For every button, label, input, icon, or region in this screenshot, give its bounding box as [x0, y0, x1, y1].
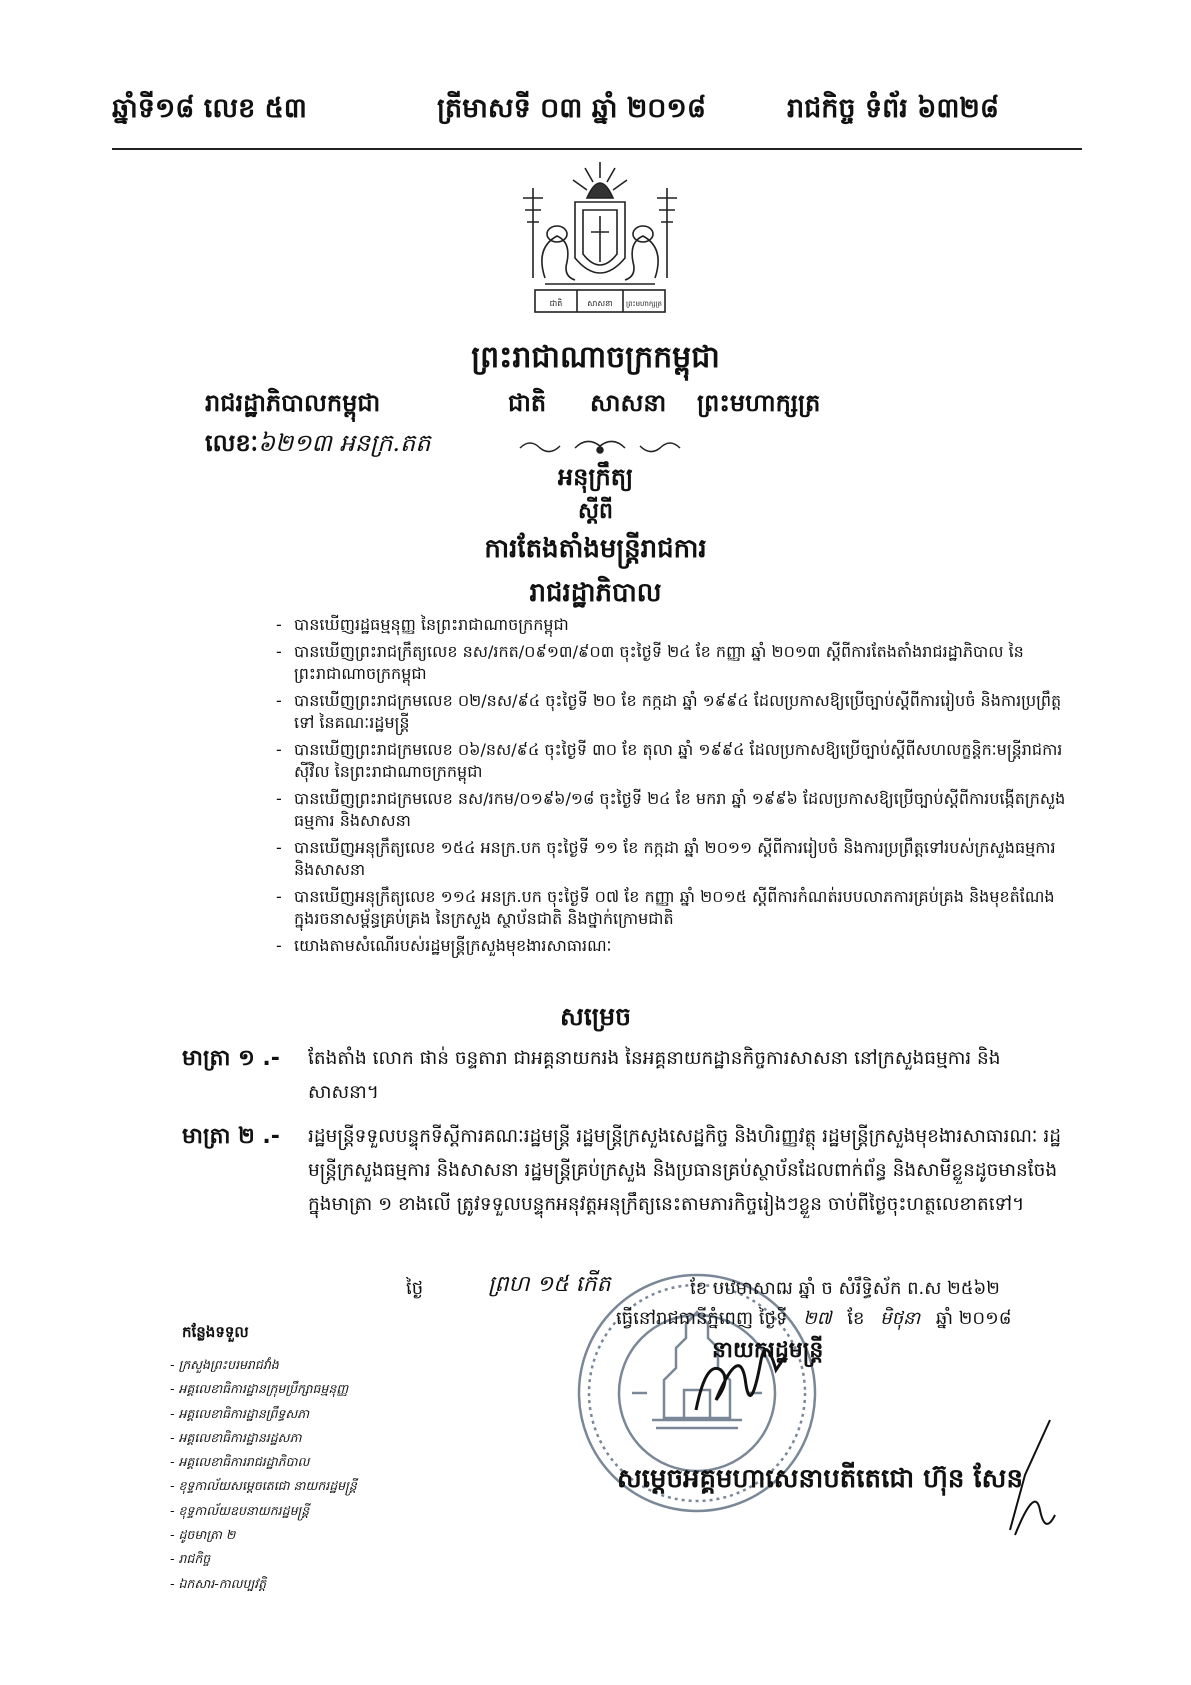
emblem-ribbon-center: សាសនា: [587, 299, 613, 308]
recipients-heading: កន្លែងទទួល: [182, 1323, 249, 1341]
reference-prefix: លេខៈ: [205, 429, 259, 457]
reference-value: ៦២១៣ អនក្រ.តត: [258, 429, 431, 457]
article-1-label: មាត្រា ១ .-: [182, 1046, 280, 1071]
royal-arms-emblem: [505, 158, 695, 318]
kingdom-title: ព្រះរាជាណាចក្រកម្ពុជា: [471, 340, 720, 375]
header-divider: [112, 148, 1082, 150]
recipient-item: - រាជកិច្ច: [170, 1547, 357, 1571]
article-2: [182, 1120, 1062, 1222]
recipient-item: - ឯកសារ-កាលប្បវត្តិ: [170, 1572, 357, 1596]
document-subject: ការតែងតាំងមន្ត្រីរាជការ: [484, 534, 707, 564]
emblem-ribbon-right: ព្រះមហាក្សត្រ: [626, 300, 662, 308]
recipient-item: - អគ្គលេខាធិការដ្ឋានរដ្ឋសភា: [170, 1426, 357, 1450]
consideration-item: - យោងតាមសំណើរបស់រដ្ឋមន្ត្រីក្រសួងមុខងារសាធារណៈ: [270, 935, 1070, 957]
considerations-list: [270, 614, 1070, 962]
document-about: ស្តីពី: [578, 499, 613, 524]
motto-nation: ជាតិ: [508, 389, 547, 417]
lunar-date-day-label: ថ្ងៃ: [406, 1278, 424, 1299]
emblem-ribbon-left: ជាតិ: [549, 299, 563, 308]
recipient-item: - ដូចមាត្រា ២: [170, 1523, 357, 1547]
solar-date-day: ២៧: [803, 1308, 832, 1329]
recipient-item: - ក្រសួងព្រះបរមរាជវាំង: [170, 1353, 357, 1377]
signer-title: នាយករដ្ឋមន្ត្រី: [712, 1338, 824, 1363]
recipient-item: - អគ្គលេខាធិការដ្ឋានព្រឹទ្ធសភា: [170, 1402, 357, 1426]
handwritten-signature: [686, 1330, 796, 1420]
lunar-date-handwritten: ព្រហ ១៥ កើត: [488, 1272, 611, 1297]
consideration-item: - បានឃើញរដ្ឋធម្មនុញ្ញ នៃព្រះរាជាណាចក្រកម្ពុជា: [270, 614, 1070, 636]
document-type: អនុក្រឹត្យ: [557, 463, 634, 491]
solar-date-prefix: ធ្វើនៅរាជធានីភ្នំពេញ ថ្ងៃទី: [616, 1308, 788, 1329]
recipients-list: [170, 1353, 357, 1596]
recipient-item: - អគ្គលេខាធិការរាជរដ្ឋាភិបាល: [170, 1450, 357, 1474]
recipient-item: - ខុទ្ទកាល័យសម្តេចតេជោ នាយករដ្ឋមន្ត្រី: [170, 1474, 357, 1498]
solar-date: [616, 1306, 1011, 1333]
motto-religion: សាសនា: [590, 389, 667, 417]
solar-date-year: ឆ្នាំ ២០១៨: [935, 1308, 1012, 1329]
consideration-item: - បានឃើញព្រះរាជក្រមលេខ នស/រកម/០១៩៦/១៨ ចុះថ្ងៃទី ២៤ ខែ មករា ឆ្នាំ ១៩៩៦ ដែលប្រកាសឱ្យប្រើច្បាប់ស្តីពីការបង្កើតក្រសួងធម្មការ និងសាសនា: [270, 788, 1070, 832]
gazette-quarter: ត្រីមាសទី ០៣ ឆ្នាំ ២០១៨: [437, 93, 706, 124]
consideration-item: - បានឃើញព្រះរាជក្រមលេខ ០៦/នស/៩៤ ចុះថ្ងៃទី ៣០ ខែ តុលា ឆ្នាំ ១៩៩៤ ដែលប្រកាសឱ្យប្រើច្បាប់ស្តីពីសហលក្ខន្តិកៈមន្ត្រីរាជការស៊ីវិល នៃព្រះរាជាណាចក្រកម្ពុជា: [270, 739, 1070, 783]
motto-king: ព្រះមហាក្សត្រ: [697, 389, 821, 417]
gazette-year-issue: ឆ្នាំទី១៨ លេខ ៥៣: [112, 93, 307, 124]
signer-name: សម្តេចអគ្គមហាសេនាបតីតេជោ ហ៊ុន សែន: [617, 1464, 1023, 1494]
lunar-date-text: ខែ បឋមាសាឍ ឆ្នាំ ច សំរឹទ្ធិស័ក ព.ស ២៥៦២: [690, 1278, 1000, 1299]
recipient-item: - អគ្គលេខាធិការដ្ឋានក្រុមប្រឹក្សាធម្មនុញ្ញ: [170, 1377, 357, 1401]
title-ornament: [515, 436, 685, 456]
article-2-label: មាត្រា ២ .-: [182, 1124, 280, 1149]
authority-heading: រាជរដ្ឋាភិបាល: [529, 578, 662, 608]
consideration-item: - បានឃើញព្រះរាជក្រមលេខ ០២/នស/៩៤ ចុះថ្ងៃទី ២០ ខែ កក្កដា ឆ្នាំ ១៩៩៤ ដែលប្រកាសឱ្យប្រើច្បាប់ស្តីពីការរៀបចំ និងការប្រព្រឹត្តទៅ នៃគណៈរដ្ឋមន្ត្រី: [270, 690, 1070, 734]
consideration-item: - បានឃើញអនុក្រឹត្យលេខ ១១៤ អនក្រ.បក ចុះថ្ងៃទី ០៧ ខែ កញ្ញា ឆ្នាំ ២០១៥ ស្តីពីការកំណត់របបលាភការគ្រប់គ្រង និងមុខតំណែងក្នុងរចនាសម្ព័ន្ធគ្រប់គ្រង នៃក្រសួង ស្ថាប័នជាតិ និងថ្នាក់ក្រោមជាតិ: [270, 886, 1070, 930]
reference-number: [205, 428, 430, 463]
article-1-text: តែងតាំង លោក ផាន់ ចន្ទតារា ជាអគ្គនាយករង នៃអគ្គនាយកដ្ឋានកិច្ចការសាសនា នៅក្រសួងធម្មការ និងសាសនា។: [308, 1048, 1001, 1103]
article-1: [182, 1042, 1062, 1110]
consideration-item: - បានឃើញអនុក្រឹត្យលេខ ១៥៤ អនក្រ.បក ចុះថ្ងៃទី ១១ ខែ កក្កដា ឆ្នាំ ២០១១ ស្តីពីការរៀបចំ និងការប្រព្រឹត្តទៅរបស់ក្រសួងធម្មការ និងសាសនា: [270, 837, 1070, 881]
article-2-text: រដ្ឋមន្ត្រីទទួលបន្ទុកទីស្តីការគណៈរដ្ឋមន្ត្រី រដ្ឋមន្ត្រីក្រសួងសេដ្ឋកិច្ច និងហិរញ្ញវត្ថុ រដ្ឋមន្ត្រីក្រសួងមុខងារសាធារណៈ រដ្ឋមន្ត្រីក្រសួងធម្មការ និងសាសនា រដ្ឋមន្ត្រីគ្រប់ក្រសួង និងប្រធានគ្រប់ស្ថាប័នដែលពាក់ព័ន្ធ និងសាមីខ្លួនដូចមានចែងក្នុងមាត្រា ១ ខាងលើ ត្រូវទទួលបន្ទុកអនុវត្តអនុក្រឹត្យនេះតាមភារកិច្ចរៀងៗខ្លួន ចាប់ពីថ្ងៃចុះហត្ថលេខាតទៅ។: [308, 1126, 1062, 1215]
recipient-item: - ខុទ្ទកាល័យឧបនាយករដ្ឋមន្ត្រី: [170, 1499, 357, 1523]
solar-date-month-label: ខែ: [847, 1308, 865, 1329]
gazette-page-number: រាជកិច្ច ទំព័រ ៦៣២៨: [787, 93, 999, 124]
decision-heading: សម្រេច: [560, 1002, 631, 1031]
consideration-item: - បានឃើញព្រះរាជក្រឹត្យលេខ នស/រកត/០៩១៣/៩០៣ ចុះថ្ងៃទី ២៤ ខែ កញ្ញា ឆ្នាំ ២០១៣ ស្តីពីការតែងតាំងរាជរដ្ឋាភិបាល នៃព្រះរាជាណាចក្រកម្ពុជា: [270, 641, 1070, 685]
solar-date-month: មិថុនា: [880, 1308, 921, 1329]
issuer-name: រាជរដ្ឋាភិបាលកម្ពុជា: [205, 389, 381, 417]
